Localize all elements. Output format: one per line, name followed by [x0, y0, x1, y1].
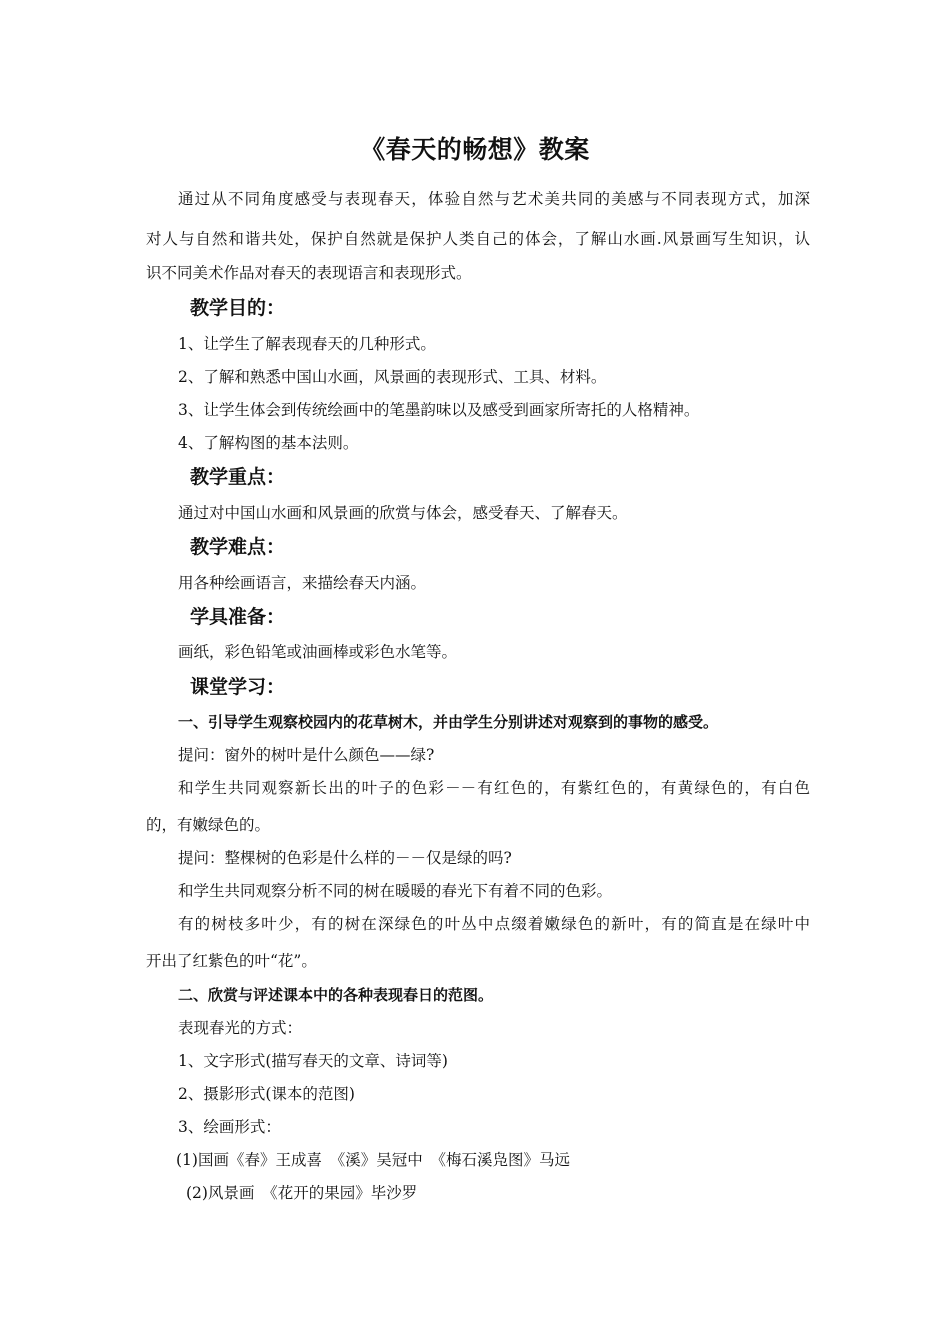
part1-paragraph-3-line-1: 有的树枝多叶少，有的树在深绿色的叶丛中点缀着嫩绿色的新叶，有的简直是在绿叶中: [178, 915, 810, 933]
difficulty-text: 用各种绘画语言，来描绘春天内涵。: [178, 574, 427, 592]
classroom-heading: 课堂学习：: [190, 676, 286, 698]
materials-text: 画纸，彩色铅笔或油画棒或彩色水笔等。: [178, 643, 458, 661]
objectives-heading: 教学目的：: [190, 297, 286, 319]
objective-item-2: 2、了解和熟悉中国山水画，风景画的表现形式、工具、材料。: [178, 368, 607, 386]
key-points-text: 通过对中国山水画和风景画的欣赏与体会，感受春天、了解春天。: [178, 504, 628, 522]
intro-line-3: 识不同美术作品对春天的表现语言和表现形式。: [146, 264, 472, 282]
part1-paragraph-3-line-2: 开出了红紫色的叶“花”。: [146, 952, 317, 970]
part2-item-3: 3、绘画形式：: [178, 1118, 281, 1136]
document-title: 《春天的畅想》教案: [360, 135, 590, 164]
part2-subitem-1: (1)国画《春》王成喜 《溪》吴冠中 《梅石溪凫图》马远: [176, 1151, 570, 1169]
part1-question-1: 提问：窗外的树叶是什么颜色——绿?: [178, 746, 435, 764]
objective-item-1: 1、让学生了解表现春天的几种形式。: [178, 335, 436, 353]
part1-paragraph-2: 和学生共同观察分析不同的树在暖暖的春光下有着不同的色彩。: [178, 882, 613, 900]
part2-intro: 表现春光的方式：: [178, 1019, 303, 1037]
objective-item-3: 3、让学生体会到传统绘画中的笔墨韵味以及感受到画家所寄托的人格精神。: [178, 401, 700, 419]
part2-title: 二、欣赏与评述课本中的各种表现春日的范图。: [178, 986, 494, 1004]
intro-line-1: 通过从不同角度感受与表现春天，体验自然与艺术美共同的美感与不同表现方式，加深: [178, 190, 810, 208]
materials-heading: 学具准备：: [190, 606, 286, 628]
part1-paragraph-1-line-2: 的，有嫩绿色的。: [146, 816, 271, 834]
part2-item-2: 2、摄影形式(课本的范图): [178, 1085, 355, 1103]
key-points-heading: 教学重点：: [190, 466, 286, 488]
intro-line-2: 对人与自然和谐共处，保护自然就是保护人类自己的体会，了解山水画.风景画写生知识，认: [146, 230, 810, 248]
part1-question-2: 提问：整棵树的色彩是什么样的－－仅是绿的吗?: [178, 849, 512, 867]
part2-subitem-2: (2)风景画 《花开的果园》毕沙罗: [186, 1184, 418, 1202]
part1-paragraph-1-line-1: 和学生共同观察新长出的叶子的色彩－－有红色的，有紫红色的，有黄绿色的，有白色: [178, 779, 810, 797]
part2-item-1: 1、文字形式(描写春天的文章、诗词等): [178, 1052, 448, 1070]
part1-title: 一、引导学生观察校园内的花草树木，并由学生分别讲述对观察到的事物的感受。: [178, 713, 719, 731]
difficulty-heading: 教学难点：: [190, 536, 286, 558]
objective-item-4: 4、了解构图的基本法则。: [178, 434, 359, 452]
